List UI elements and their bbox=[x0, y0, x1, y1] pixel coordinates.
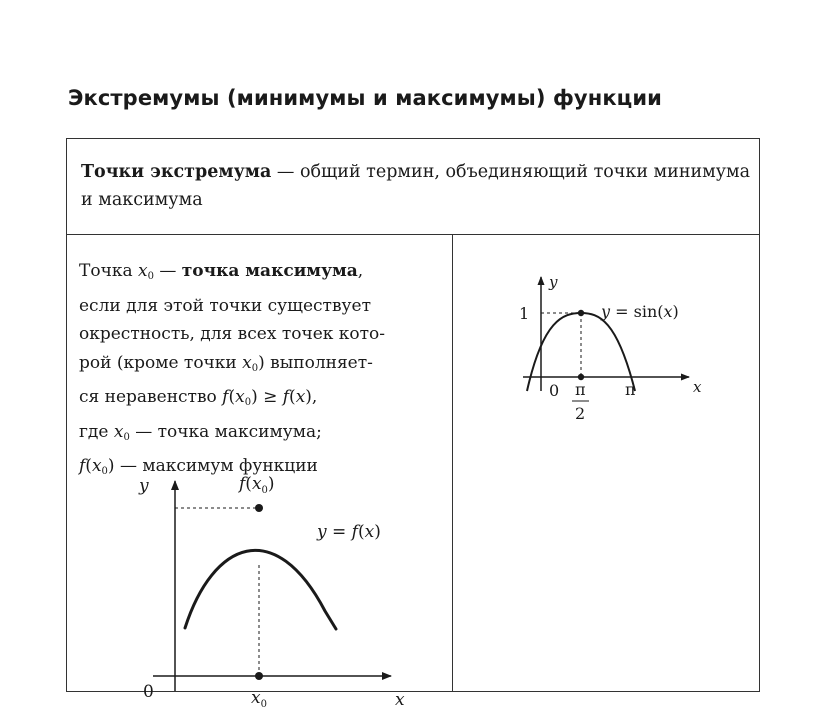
var-y: y bbox=[317, 522, 327, 542]
half-pi-denominator: 2 bbox=[575, 404, 586, 423]
page-title: Экстремумы (минимумы и максимумы) функции bbox=[68, 86, 662, 110]
half-pi-numerator: π bbox=[575, 380, 586, 399]
one-label: 1 bbox=[519, 304, 530, 323]
text: sin( bbox=[633, 302, 664, 321]
definition-line-3: окрестность, для всех точек кото- bbox=[79, 324, 386, 344]
var-f: f bbox=[222, 387, 229, 407]
var-x: x bbox=[242, 352, 252, 373]
extremum-points-definition bbox=[81, 158, 753, 214]
subscript: 0 bbox=[147, 271, 154, 282]
term-extremum-points: Точки экстремума bbox=[81, 162, 272, 182]
maximum-graph bbox=[133, 471, 423, 710]
text: ся неравенство bbox=[79, 387, 223, 407]
sine-graph bbox=[483, 265, 743, 465]
definition-line-1 bbox=[79, 257, 451, 292]
var-x: x bbox=[251, 474, 262, 494]
term-definition: — общий термин, объединяющий точки минимума и максимума bbox=[81, 162, 751, 210]
var-x: x bbox=[91, 456, 102, 476]
text: ) ≥ bbox=[251, 387, 283, 407]
table-header-row bbox=[67, 139, 759, 235]
x-axis-label: x bbox=[395, 690, 405, 710]
var-x: x bbox=[364, 522, 375, 542]
curve-label bbox=[316, 522, 381, 542]
text: ( bbox=[228, 387, 236, 407]
subscript: 0 bbox=[260, 699, 267, 710]
text: = bbox=[610, 302, 634, 321]
var-f: f bbox=[351, 522, 358, 542]
text: Точка bbox=[79, 261, 138, 281]
subscript: 0 bbox=[244, 397, 252, 408]
fx0-label bbox=[237, 474, 275, 496]
sine-curve-label bbox=[600, 302, 679, 321]
origin-label: 0 bbox=[143, 682, 154, 702]
text: ) bbox=[374, 522, 381, 542]
var-f: f bbox=[79, 456, 86, 476]
var-x: x bbox=[251, 688, 261, 708]
text: — точка максимума; bbox=[129, 421, 322, 442]
maximum-cell bbox=[67, 235, 453, 710]
maximum-definition bbox=[79, 257, 451, 487]
text: = bbox=[326, 522, 352, 542]
text: ( bbox=[245, 474, 252, 494]
text: ) bbox=[672, 302, 679, 321]
sine-y-axis-label: y bbox=[549, 273, 558, 291]
x0-point bbox=[255, 672, 263, 680]
sine-x-axis-label: x bbox=[693, 378, 702, 396]
definition-line-2: если для этой точки существует bbox=[79, 295, 371, 316]
var-x: x bbox=[113, 421, 124, 442]
var-f: f bbox=[239, 474, 246, 494]
text: ) — максимум функции bbox=[107, 456, 318, 476]
var-x: x bbox=[235, 387, 245, 407]
text: где bbox=[79, 421, 114, 442]
function-curve bbox=[185, 550, 336, 629]
text: ( bbox=[357, 522, 365, 542]
y-axis-label: y bbox=[139, 476, 149, 496]
sine-maximum-point bbox=[578, 310, 584, 316]
text: ( bbox=[289, 387, 296, 407]
var-x: x bbox=[663, 302, 673, 321]
definition-line-4 bbox=[79, 349, 451, 384]
extremum-table bbox=[66, 138, 760, 710]
definition-line-5 bbox=[79, 383, 451, 418]
text: ) bbox=[267, 474, 275, 494]
subscript: 0 bbox=[101, 466, 108, 477]
pi-label: π bbox=[625, 380, 636, 399]
subscript: 0 bbox=[261, 485, 268, 496]
x0-label bbox=[251, 688, 267, 710]
text: — bbox=[153, 261, 182, 281]
text: ( bbox=[85, 456, 92, 476]
subscript: 0 bbox=[251, 362, 259, 374]
text: рой (кроме точки bbox=[79, 352, 243, 373]
maximum-point bbox=[255, 504, 263, 512]
sine-cell bbox=[453, 235, 759, 691]
var-y: y bbox=[601, 302, 611, 321]
sine-origin-label: 0 bbox=[549, 381, 560, 400]
subscript: 0 bbox=[123, 431, 130, 443]
text: ) выполняет- bbox=[258, 352, 373, 373]
var-x: x bbox=[295, 387, 306, 407]
text: ), bbox=[305, 387, 318, 407]
text: , bbox=[357, 261, 364, 281]
definition-line-6 bbox=[79, 418, 451, 453]
term-maximum-point: точка максимума bbox=[181, 261, 358, 281]
var-f: f bbox=[282, 387, 290, 407]
var-x: x bbox=[137, 261, 148, 281]
